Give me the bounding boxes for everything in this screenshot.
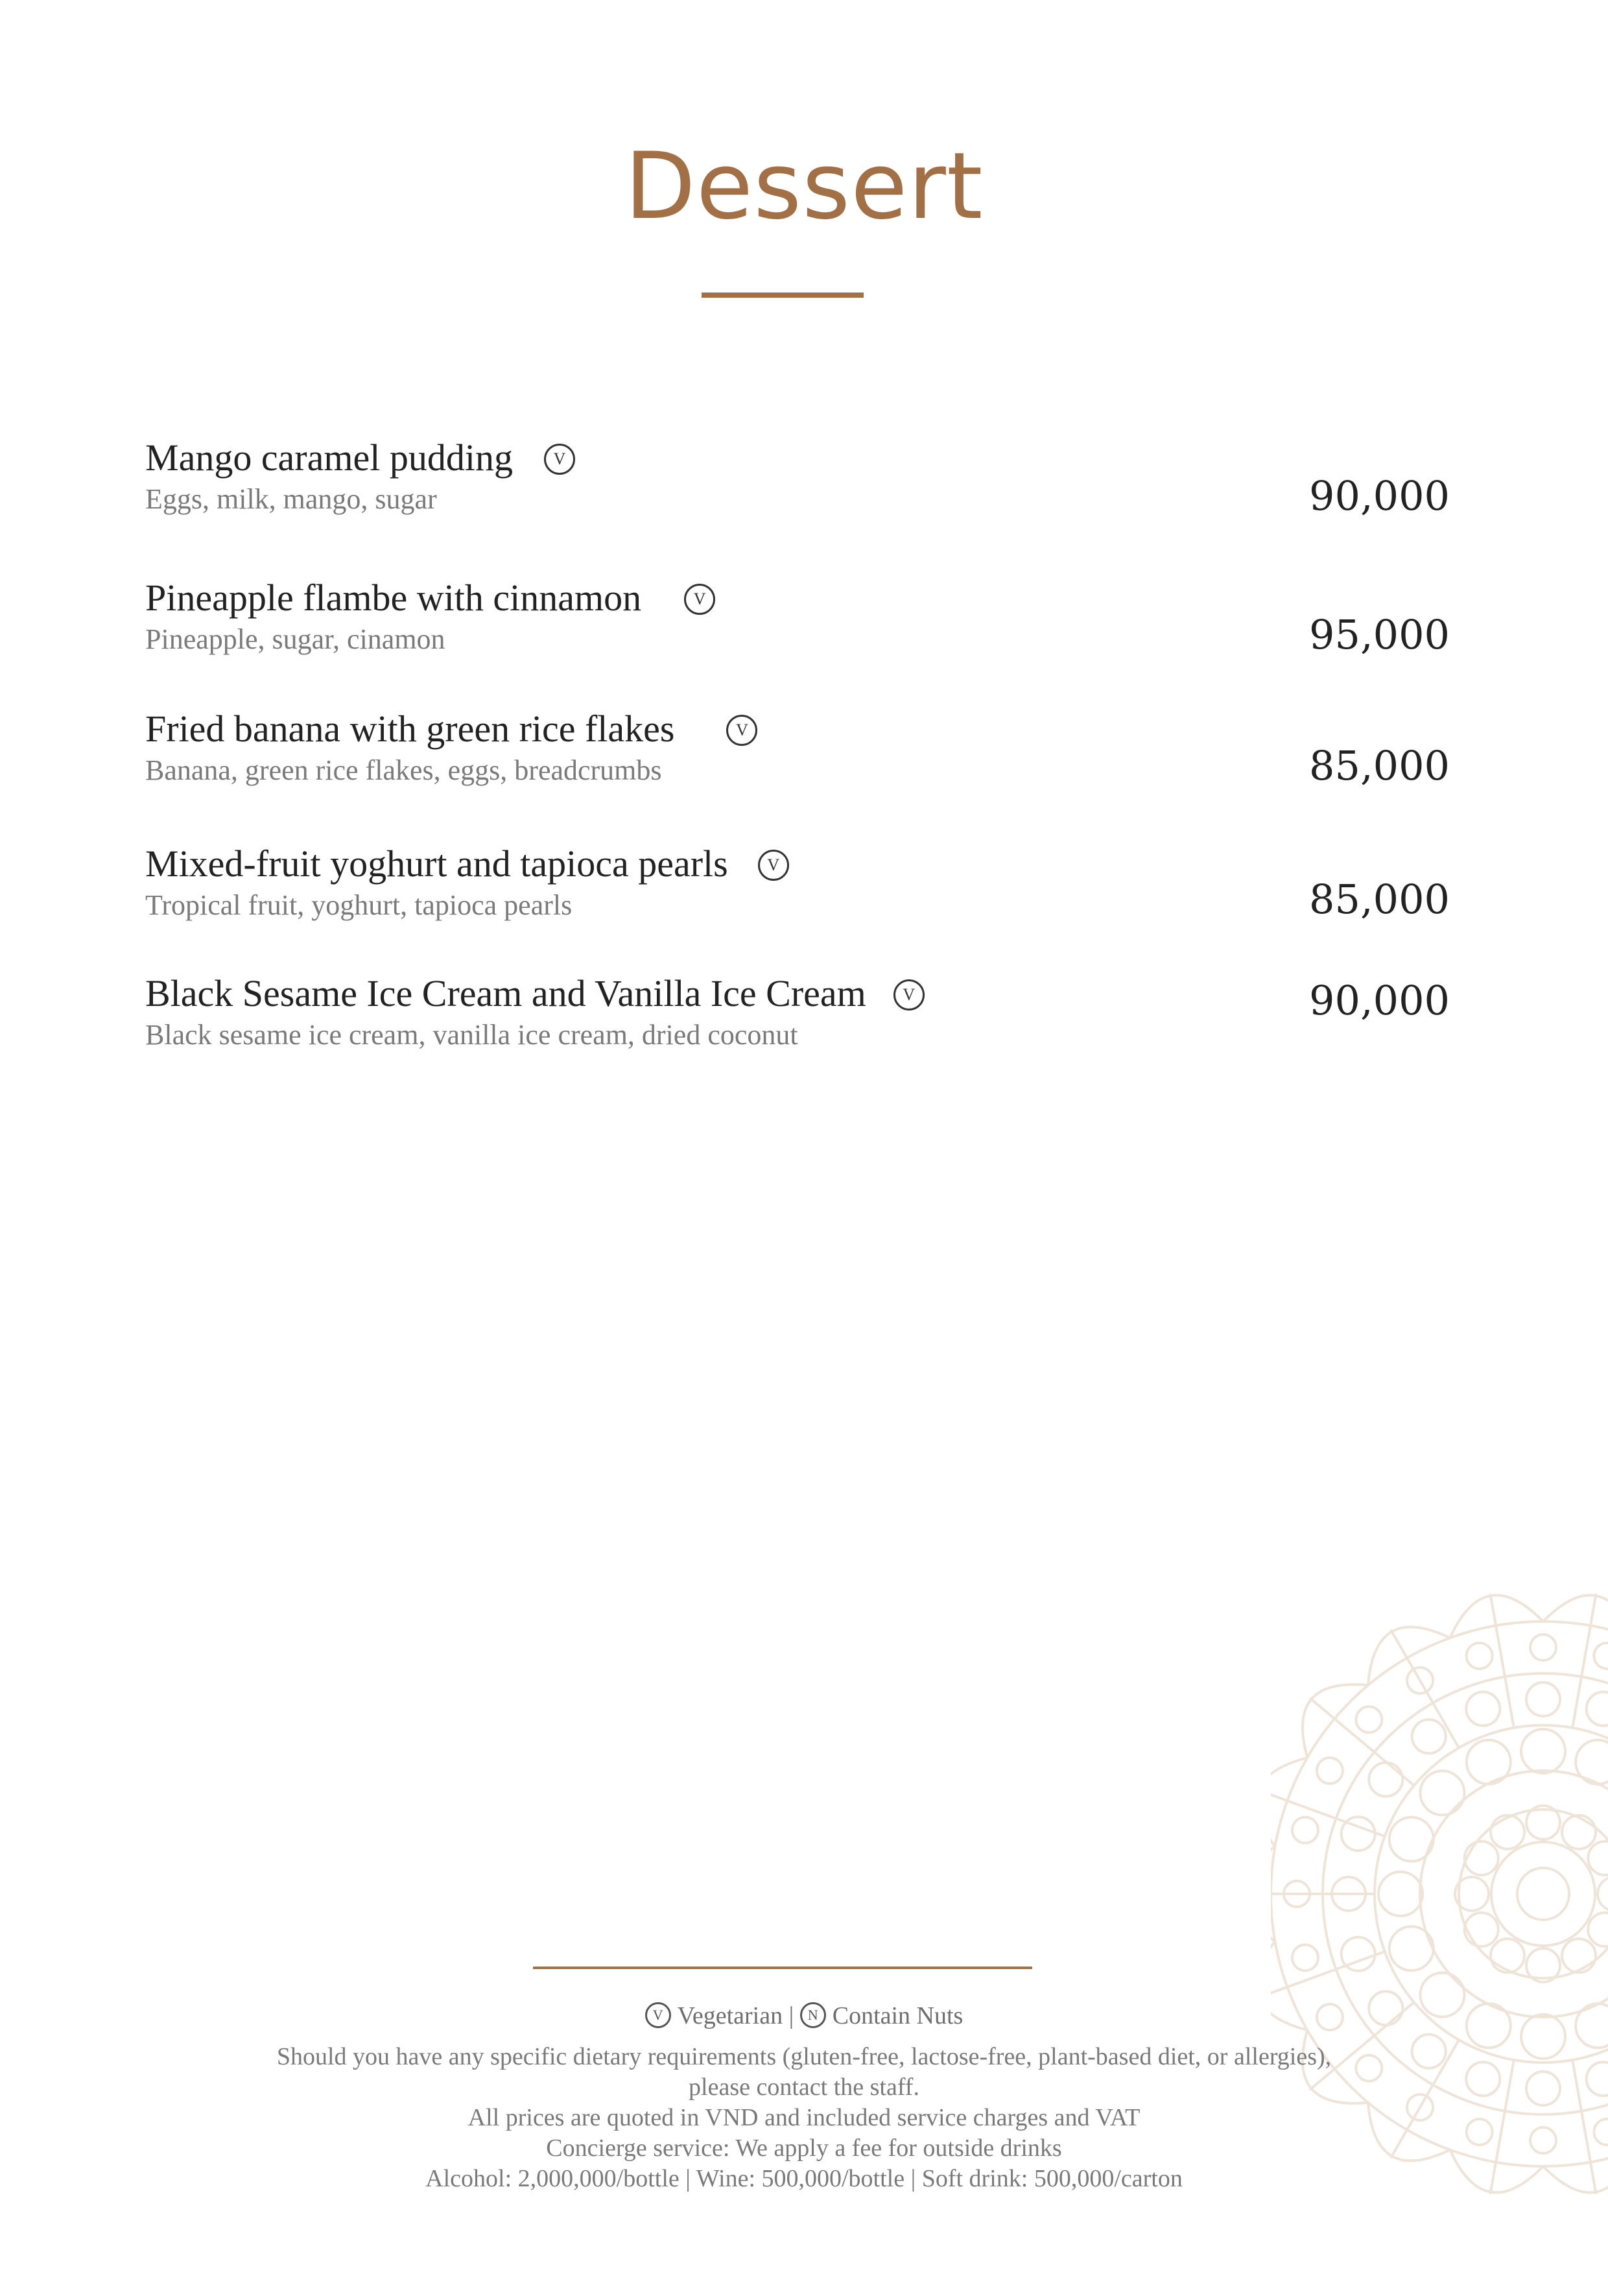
note-line: All prices are quoted in VND and included service charges and VAT <box>467 2104 1141 2131</box>
nuts-icon: N <box>800 2002 826 2028</box>
item-price: 90,000 <box>1309 977 1450 1024</box>
item-price: 90,000 <box>1309 472 1450 520</box>
item-description: Pineapple, sugar, cinamon <box>145 623 445 655</box>
item-price: 85,000 <box>1309 742 1450 789</box>
vegetarian-icon: V <box>758 850 789 881</box>
legend-vegetarian-label: Vegetarian <box>677 2002 783 2029</box>
item-name: Fried banana with green rice flakes V <box>145 707 757 751</box>
item-name: Mango caramel pudding V <box>145 436 575 480</box>
item-price: 95,000 <box>1309 611 1450 658</box>
item-description: Black sesame ice cream, vanilla ice cream, dried coconut <box>145 1019 798 1051</box>
dietary-legend <box>0 1999 1608 2033</box>
item-name: Black Sesame Ice Cream and Vanilla Ice Cream V <box>145 972 925 1016</box>
menu-item <box>145 707 1450 789</box>
vegetarian-icon: V <box>726 715 757 746</box>
vegetarian-icon: V <box>684 584 715 615</box>
page-title: Dessert <box>624 133 984 240</box>
footer-notes <box>0 2042 1608 2194</box>
note-line: Should you have any specific dietary requirements (gluten-free, lactose-free, plant-based diet, or allergies), <box>276 2043 1332 2070</box>
legend-separator: | <box>788 2002 794 2029</box>
menu-item <box>145 972 1450 1049</box>
vegetarian-icon: V <box>645 2002 671 2028</box>
legend-nuts-label: Contain Nuts <box>832 2002 964 2029</box>
note-line: Concierge service: We apply a fee for outside drinks <box>546 2135 1062 2162</box>
menu-item <box>145 436 1450 520</box>
note-line: Alcohol: 2,000,000/bottle | Wine: 500,000/bottle | Soft drink: 500,000/carton <box>425 2165 1183 2192</box>
menu-item <box>145 576 1450 658</box>
item-description: Eggs, milk, mango, sugar <box>145 483 437 515</box>
item-price: 85,000 <box>1309 876 1450 923</box>
item-name: Pineapple flambe with cinnamon V <box>145 576 715 620</box>
item-description: Tropical fruit, yoghurt, tapioca pearls <box>145 889 573 921</box>
menu-item <box>145 842 1450 923</box>
item-name: Mixed-fruit yoghurt and tapioca pearls V <box>145 842 789 886</box>
title-underline <box>702 293 864 298</box>
vegetarian-icon: V <box>893 979 925 1010</box>
footer-divider <box>533 1967 1032 1969</box>
note-line: please contact the staff. <box>689 2074 919 2101</box>
item-description: Banana, green rice flakes, eggs, breadcrumbs <box>145 754 662 786</box>
vegetarian-icon: V <box>544 444 575 475</box>
